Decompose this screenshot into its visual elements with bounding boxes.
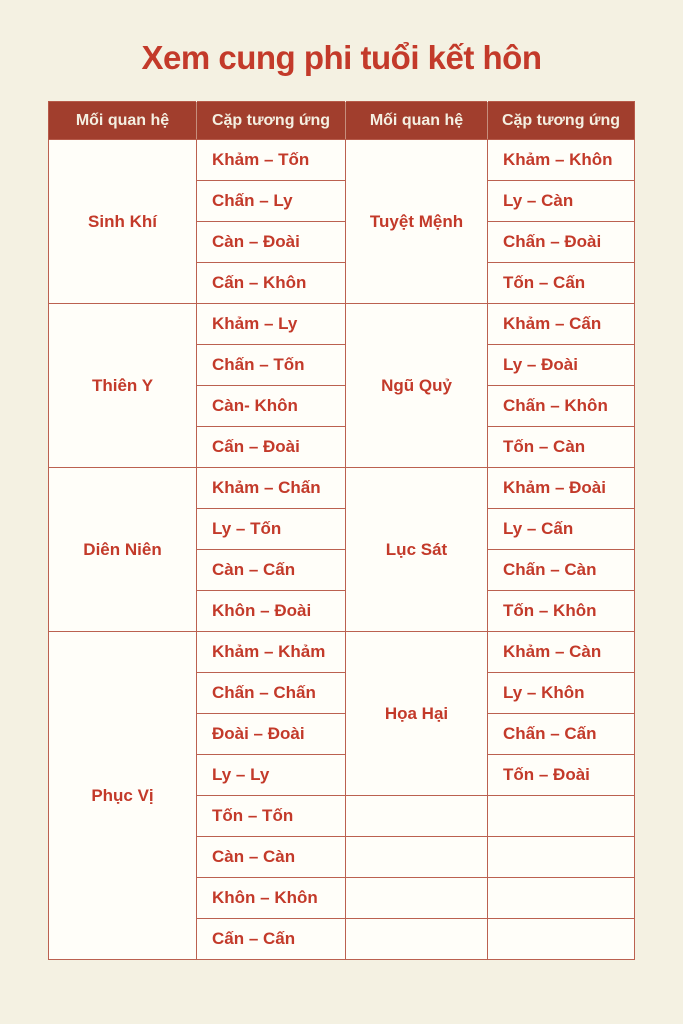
pair-cell: Ly – Đoài xyxy=(488,345,635,386)
empty-pair-cell xyxy=(488,796,635,837)
pair-cell: Chấn – Ly xyxy=(197,181,346,222)
pair-cell: Khảm – Chấn xyxy=(197,468,346,509)
pair-cell: Càn – Cấn xyxy=(197,550,346,591)
pair-cell: Khảm – Khảm xyxy=(197,632,346,673)
compatibility-table xyxy=(48,101,635,960)
empty-pair-cell xyxy=(488,837,635,878)
relation-cell-sinh-khi: Sinh Khí xyxy=(49,140,197,304)
table-row xyxy=(49,304,635,345)
table-row xyxy=(49,632,635,673)
table-row xyxy=(49,468,635,509)
pair-cell: Khảm – Ly xyxy=(197,304,346,345)
table-row xyxy=(49,140,635,181)
pair-cell: Tốn – Cấn xyxy=(488,263,635,304)
pair-cell: Tốn – Càn xyxy=(488,427,635,468)
header-relation-left: Mối quan hệ xyxy=(49,102,197,140)
pair-cell: Chấn – Cấn xyxy=(488,714,635,755)
pair-cell: Khảm – Khôn xyxy=(488,140,635,181)
page-title: Xem cung phi tuổi kết hôn xyxy=(141,39,542,76)
pair-cell: Tốn – Khôn xyxy=(488,591,635,632)
empty-relation-cell xyxy=(346,837,488,878)
empty-pair-cell xyxy=(488,878,635,919)
pair-cell: Khôn – Đoài xyxy=(197,591,346,632)
pair-cell: Đoài – Đoài xyxy=(197,714,346,755)
pair-cell: Chấn – Khôn xyxy=(488,386,635,427)
relation-cell-dien-nien: Diên Niên xyxy=(49,468,197,632)
pair-cell: Ly – Khôn xyxy=(488,673,635,714)
pair-cell: Ly – Càn xyxy=(488,181,635,222)
pair-cell: Tốn – Tốn xyxy=(197,796,346,837)
header-relation-right: Mối quan hệ xyxy=(346,102,488,140)
empty-pair-cell xyxy=(488,919,635,960)
pair-cell: Khảm – Cấn xyxy=(488,304,635,345)
relation-cell-ngu-quy: Ngũ Quỷ xyxy=(346,304,488,468)
pair-cell: Ly – Ly xyxy=(197,755,346,796)
pair-cell: Ly – Tốn xyxy=(197,509,346,550)
header-pairs-left: Cặp tương ứng xyxy=(197,102,346,140)
pair-cell: Khôn – Khôn xyxy=(197,878,346,919)
pair-cell: Chấn – Chấn xyxy=(197,673,346,714)
pair-cell: Chấn – Đoài xyxy=(488,222,635,263)
pair-cell: Khảm – Tốn xyxy=(197,140,346,181)
relation-cell-tuyet-menh: Tuyệt Mệnh xyxy=(346,140,488,304)
pair-cell: Càn – Càn xyxy=(197,837,346,878)
pair-cell: Khảm – Đoài xyxy=(488,468,635,509)
header-row xyxy=(49,102,635,140)
pair-cell: Càn – Đoài xyxy=(197,222,346,263)
relation-cell-thien-y: Thiên Y xyxy=(49,304,197,468)
pair-cell: Khảm – Càn xyxy=(488,632,635,673)
header-pairs-right: Cặp tương ứng xyxy=(488,102,635,140)
pair-cell: Chấn – Càn xyxy=(488,550,635,591)
pair-cell: Càn- Khôn xyxy=(197,386,346,427)
relation-cell-phuc-vi: Phục Vị xyxy=(49,632,197,960)
pair-cell: Chấn – Tốn xyxy=(197,345,346,386)
empty-relation-cell xyxy=(346,796,488,837)
pair-cell: Cấn – Cấn xyxy=(197,919,346,960)
empty-relation-cell xyxy=(346,878,488,919)
pair-cell: Cấn – Khôn xyxy=(197,263,346,304)
pair-cell: Ly – Cấn xyxy=(488,509,635,550)
empty-relation-cell xyxy=(346,919,488,960)
pair-cell: Cấn – Đoài xyxy=(197,427,346,468)
relation-cell-hoa-hai: Họa Hại xyxy=(346,632,488,796)
relation-cell-luc-sat: Lục Sát xyxy=(346,468,488,632)
pair-cell: Tốn – Đoài xyxy=(488,755,635,796)
